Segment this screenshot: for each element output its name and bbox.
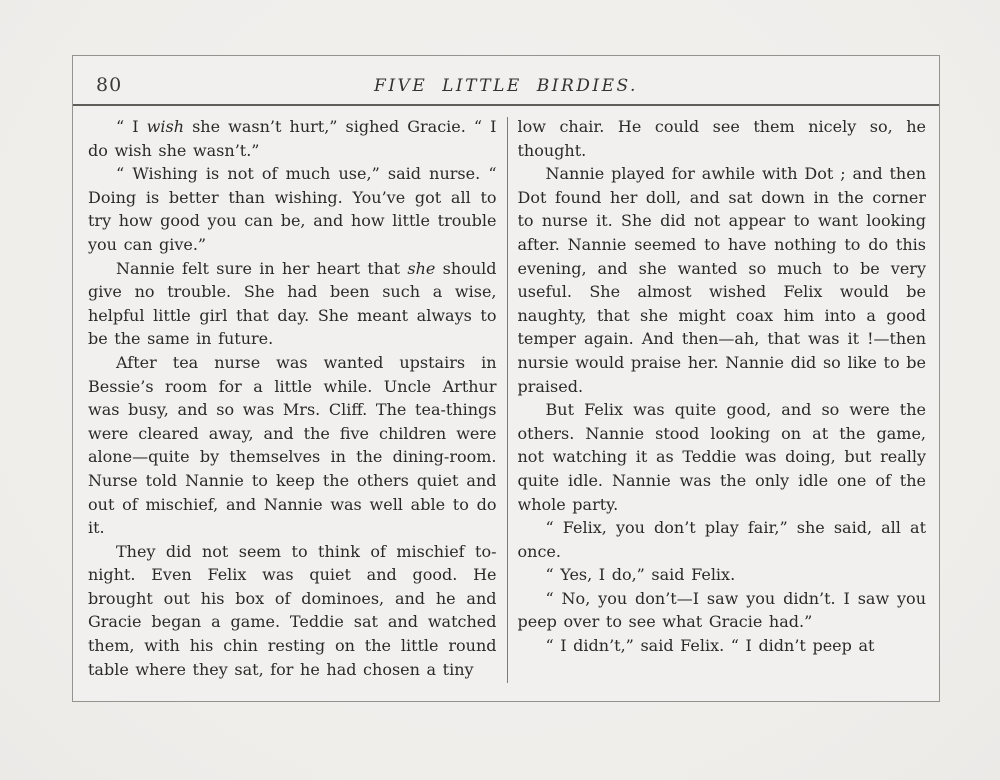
paragraph <box>88 115 497 162</box>
text-segment: should give no trouble. She had been such a wise, helpful little girl that day. She meant always to be the same in future. <box>88 258 497 349</box>
italic-text-segment: wish <box>146 117 184 136</box>
paragraph <box>518 398 927 516</box>
text-segment: “ I didn’t,” said Felix. “ I didn’t peep at <box>545 636 875 656</box>
paragraph <box>518 587 927 634</box>
paragraph <box>518 563 927 587</box>
page-border-box <box>72 55 940 702</box>
text-segment: “ Felix, you don’t play fair,” she said, all at once. <box>517 518 926 561</box>
text-segment: Nannie played for awhile with Dot ; and then Dot found her doll, and sat down in the corner to nurse it. She did not appear to want looking after. Nannie seemed to have nothing to do this evening, and she wanted so much to be very useful. She almost wished Felix would be naughty, that she might coax him into a good temper again. And then—ah, that was it !—then nursie would praise her. Nannie did so like to be praised. <box>517 164 926 396</box>
paragraph <box>518 115 927 162</box>
paragraph <box>518 634 927 658</box>
paragraph <box>88 540 497 682</box>
column-divider <box>507 117 508 683</box>
text-segment: “ Wishing is not of much use,” said nurse. “ Doing is better than wishing. You’ve got all to try how good you can be, and how little trouble you can give.” <box>88 164 497 254</box>
text-segment: But Felix was quite good, and so were the others. Nannie stood looking on at the game, not watching it as Teddie was doing, but really quite idle. Nannie was the only idle one of the whole party. <box>517 400 926 514</box>
page-number: 80 <box>96 74 123 96</box>
text-segment: “ I <box>116 117 147 136</box>
text-column-left <box>88 115 497 701</box>
text-segment: low chair. He could see them nicely so, he thought. <box>517 117 926 160</box>
running-title: FIVE LITTLE BIRDIES. <box>374 76 638 96</box>
text-segment: she wasn’t hurt,” sighed Gracie. “ I do wish she wasn’t.” <box>88 117 497 160</box>
paragraph <box>88 162 497 256</box>
text-segment: After tea nurse was wanted upstairs in Bessie’s room for a little while. Uncle Arthur was busy, and so was Mrs. Cliff. The tea-things were cleared away, and the five children were alone—quite by themselves in the dining-room. Nurse told Nannie to keep the others quiet and out of mischief, and Nannie was well able to do it. <box>88 352 497 538</box>
text-segment: Nannie felt sure in her heart that <box>116 258 408 278</box>
paragraph <box>518 516 927 563</box>
page-header <box>73 56 939 106</box>
paragraph <box>88 351 497 540</box>
text-segment: They did not seem to think of mischief to-night. Even Felix was quiet and good. He brought out his box of dominoes, and he and Gracie began a game. Teddie sat and watched them, with his chin resting on the little round table where they sat, for he had chosen a tiny <box>88 541 497 679</box>
text-segment: “ Yes, I do,” said Felix. <box>545 565 736 585</box>
paragraph <box>88 257 497 351</box>
text-segment: “ No, you don’t—I saw you didn’t. I saw you peep over to see what Gracie had.” <box>517 588 926 632</box>
text-columns <box>73 106 939 701</box>
text-column-right <box>518 115 927 701</box>
paragraph <box>518 162 927 398</box>
italic-text-segment: she <box>407 258 436 278</box>
